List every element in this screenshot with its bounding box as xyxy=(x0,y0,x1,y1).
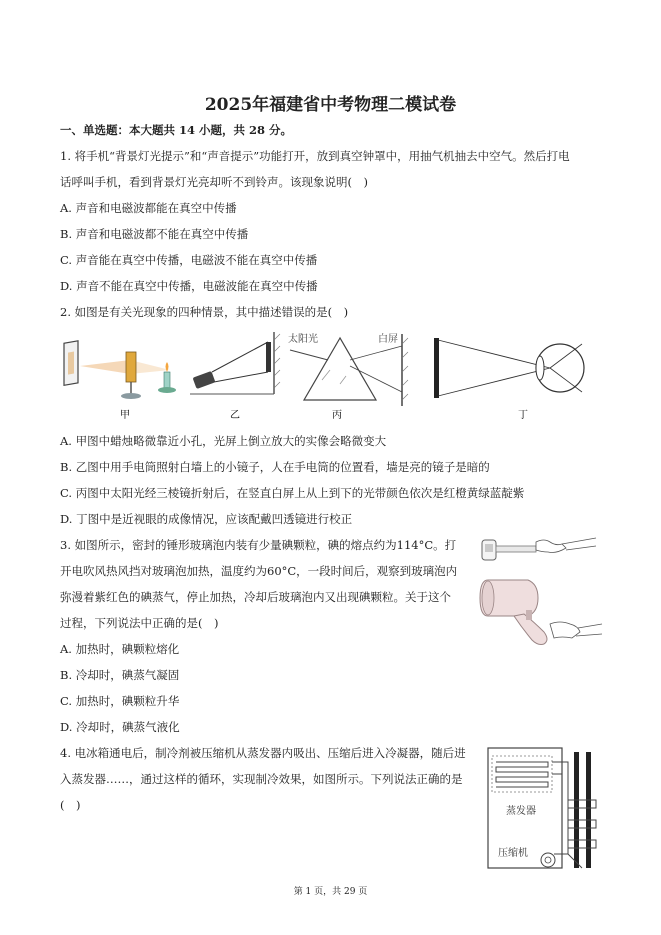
q2-option-d: D. 丁图中是近视眼的成像情况，应该配戴凹透镜进行校正 xyxy=(60,512,353,526)
q2-option-b: B. 乙图中用手电筒照射白墙上的小镜子，人在手电筒的位置看，墙是亮的镜子是暗的 xyxy=(60,460,490,474)
label-compressor: 压缩机 xyxy=(498,848,528,859)
q3-line-1: 3. 如图所示，密封的锤形玻璃泡内装有少量碘颗粒，碘的熔点约为114°C。打 xyxy=(60,538,457,552)
q2-option-a: A. 甲图中蜡烛略微靠近小孔，光屏上倒立放大的实像会略微变大 xyxy=(60,434,387,448)
q1-line-1: 1. 将手机“背景灯光提示”和“声音提示”功能打开，放到真空钟罩中，用抽气机抽去中空气。然后打电 xyxy=(60,149,570,163)
q3-hairdryer-figure xyxy=(466,528,604,666)
q4-line-3: ( ) xyxy=(60,798,81,812)
q3-line-2: 开电吹风热风挡对玻璃泡加热，温度约为60°C，一段时间后，观察到玻璃泡内 xyxy=(60,564,458,578)
q3-option-c: C. 加热时，碘颗粒升华 xyxy=(60,694,180,708)
label-jia: 甲 xyxy=(120,410,130,421)
figure-ding xyxy=(434,338,584,421)
figure-jia xyxy=(64,341,176,421)
label-ding: 丁 xyxy=(518,410,528,421)
q1-option-b: B. 声音和电磁波都不能在真空中传播 xyxy=(60,227,249,241)
q1-line-2: 话呼叫手机，看到背景灯光亮却听不到铃声。该现象说明( ) xyxy=(60,175,368,189)
q3-option-b: B. 冷却时，碘蒸气凝固 xyxy=(60,668,180,682)
section-heading: 一、单选题：本大题共 14 小题，共 28 分。 xyxy=(60,123,293,137)
q3-option-a: A. 加热时，碘颗粒熔化 xyxy=(60,642,180,656)
label-sunlight: 太阳光 xyxy=(288,334,318,345)
label-yi: 乙 xyxy=(230,410,240,421)
q1-option-d: D. 声音不能在真空中传播，电磁波能在真空中传播 xyxy=(60,279,318,293)
q1-option-c: C. 声音能在真空中传播，电磁波不能在真空中传播 xyxy=(60,253,318,267)
label-bing: 丙 xyxy=(332,410,342,421)
q2-figure xyxy=(60,330,600,422)
figure-yi xyxy=(190,332,280,421)
q2-line-1: 2. 如图是有关光现象的四种情景，其中描述错误的是( ) xyxy=(60,305,349,319)
q3-line-4: 过程，下列说法中正确的是( ) xyxy=(60,616,219,630)
q4-refrigerator-figure xyxy=(486,744,604,870)
figure-bing xyxy=(288,332,408,421)
page-title: 2025年福建省中考物理二模试卷 xyxy=(204,95,457,115)
q4-line-1: 4. 电冰箱通电后，制冷剂被压缩机从蒸发器内吸出、压缩后进入冷凝器，随后进 xyxy=(60,746,466,760)
q1-option-a: A. 声音和电磁波都能在真空中传播 xyxy=(60,201,237,215)
q3-line-3: 弥漫着紫红色的碘蒸气，停止加热，冷却后玻璃泡内又出现碘颗粒。关于这个 xyxy=(60,590,451,604)
q3-option-d: D. 冷却时，碘蒸气液化 xyxy=(60,720,180,734)
label-white-screen: 白屏 xyxy=(378,334,398,345)
q4-line-2: 入蒸发器……，通过这样的循环，实现制冷效果，如图所示。下列说法正确的是 xyxy=(60,772,463,786)
page-footer: 第 1 页，共 29 页 xyxy=(293,887,368,897)
q2-option-c: C. 丙图中太阳光经三棱镜折射后，在竖直白屏上从上到下的光带颜色依次是红橙黄绿蓝靛紫 xyxy=(60,486,525,500)
label-evaporator: 蒸发器 xyxy=(506,806,536,817)
